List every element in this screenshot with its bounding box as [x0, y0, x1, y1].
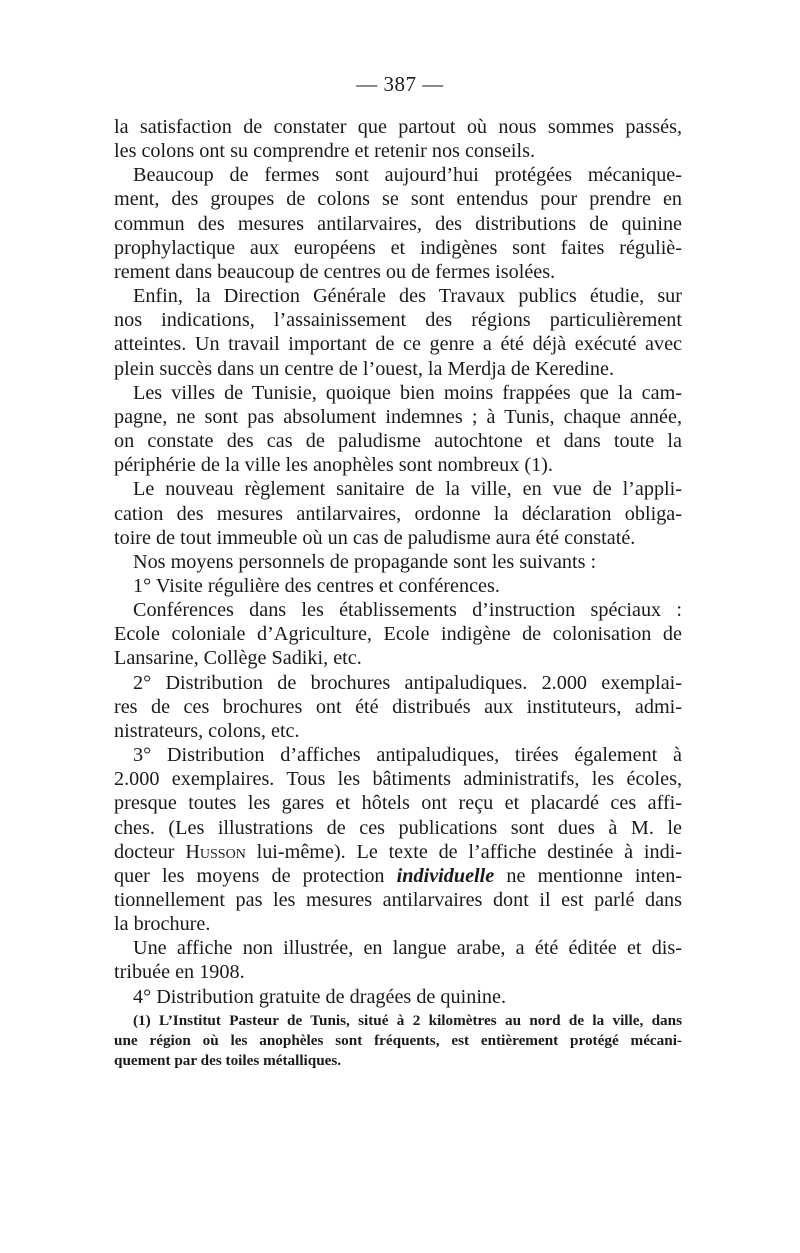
text-line: toire de tout immeuble où un cas de paludisme aura été constaté. [114, 526, 636, 549]
paragraph [114, 743, 682, 936]
text-line: tionnellement pas les mesures antilarvaires dont il est parlé dans [114, 889, 682, 911]
text-line: res de ces brochures ont été distribués aux instituteurs, admi- [114, 695, 682, 718]
text-line: commun des mesures antilarvaires, des distributions de quinine [114, 212, 682, 235]
text-line: Conférences dans les établissements d’instruction spéciaux : [133, 599, 682, 622]
text-line: 3° Distribution d’affiches antipaludiques, tirées également à [133, 744, 682, 767]
text-line: périphérie de la ville les anophèles sont nombreux (1). [114, 454, 553, 477]
paragraph [114, 477, 682, 549]
text-line: nos indications, l’assainissement des régions particulièrement [114, 309, 682, 332]
text-line: Une affiche non illustrée, en langue arabe, a été éditée et dis- [133, 937, 682, 960]
footnote-line: une région où les anophèles sont fréquents, est entièrement protégé mécani- [114, 1032, 682, 1049]
text-line: 1° Visite régulière des centres et conférences. [133, 574, 500, 597]
text-line: Le nouveau règlement sanitaire de la ville, en vue de l’appli- [133, 478, 682, 501]
footnote-line: quement par des toiles métalliques. [114, 1052, 342, 1069]
text-line: quer les moyens de protection individuelle ne mentionne inten- [114, 864, 683, 887]
paragraph [114, 598, 682, 670]
text-line: 4° Distribution gratuite de dragées de quinine. [133, 985, 507, 1008]
text-line: nistrateurs, colons, etc. [114, 719, 300, 742]
text-line: la brochure. [114, 913, 211, 936]
paragraph [114, 163, 682, 284]
text-line: cation des mesures antilarvaires, ordonne la déclaration obliga- [114, 502, 682, 525]
text-line: rement dans beaucoup de centres ou de fermes isolées. [114, 260, 556, 283]
text-line: Enfin, la Direction Générale des Travaux publics étudie, sur [133, 285, 682, 308]
text-line: on constate des cas de paludisme autochtone et dans toute la [114, 430, 682, 453]
text-line: Les villes de Tunisie, quoique bien moins frappées que la cam- [133, 381, 682, 404]
text-line: ment, des groupes de colons se sont entendus pour prendre en [114, 188, 682, 211]
text-line: ches. (Les illustrations de ces publications sont dues à M. le [114, 816, 682, 839]
text-line: 2.000 exemplaires. Tous les bâtiments administratifs, les écoles, [114, 768, 682, 791]
paragraph [114, 574, 682, 598]
footnote [114, 1011, 682, 1071]
paragraph [114, 985, 682, 1009]
text-line: docteur Husson lui-même). Le texte de l’affiche destinée à indi- [114, 840, 682, 863]
text-line: Ecole coloniale d’Agriculture, Ecole indigène de colonisation de [114, 623, 682, 646]
text-line: les colons ont su comprendre et retenir nos conseils. [114, 140, 536, 163]
text-line: tribuée en 1908. [114, 961, 245, 984]
body-text [114, 115, 682, 1009]
text-line: atteintes. Un travail important de ce genre a été déjà exécuté avec [114, 333, 682, 356]
text-line: Beaucoup de fermes sont aujourd’hui protégées mécanique- [133, 164, 682, 187]
footnote-line: (1) L’Institut Pasteur de Tunis, situé à 2 kilomètres au nord de la ville, dans [133, 1012, 682, 1029]
text-line: 2° Distribution de brochures antipaludiques. 2.000 exemplai- [133, 671, 682, 694]
paragraph [114, 381, 682, 478]
paragraph [114, 936, 682, 984]
page-number: — 387 — [356, 72, 444, 96]
text-line: plein succès dans un centre de l’ouest, la Merdja de Keredine. [114, 357, 615, 380]
text-line: presque toutes les gares et hôtels ont reçu et placardé ces affi- [114, 792, 682, 815]
text-line: Nos moyens personnels de propagande sont les suivants : [133, 550, 597, 573]
paragraph [114, 550, 682, 574]
text-line: Lansarine, Collège Sadiki, etc. [114, 647, 362, 670]
text-line: prophylactique aux européens et indigènes sont faites réguliè- [114, 236, 682, 259]
text-line: pagne, ne sont pas absolument indemnes ; à Tunis, chaque année, [114, 405, 682, 428]
paragraph [114, 671, 682, 743]
paragraph [114, 115, 682, 163]
text-line: la satisfaction de constater que partout où nous sommes passés, [114, 116, 682, 138]
paragraph [114, 284, 682, 381]
